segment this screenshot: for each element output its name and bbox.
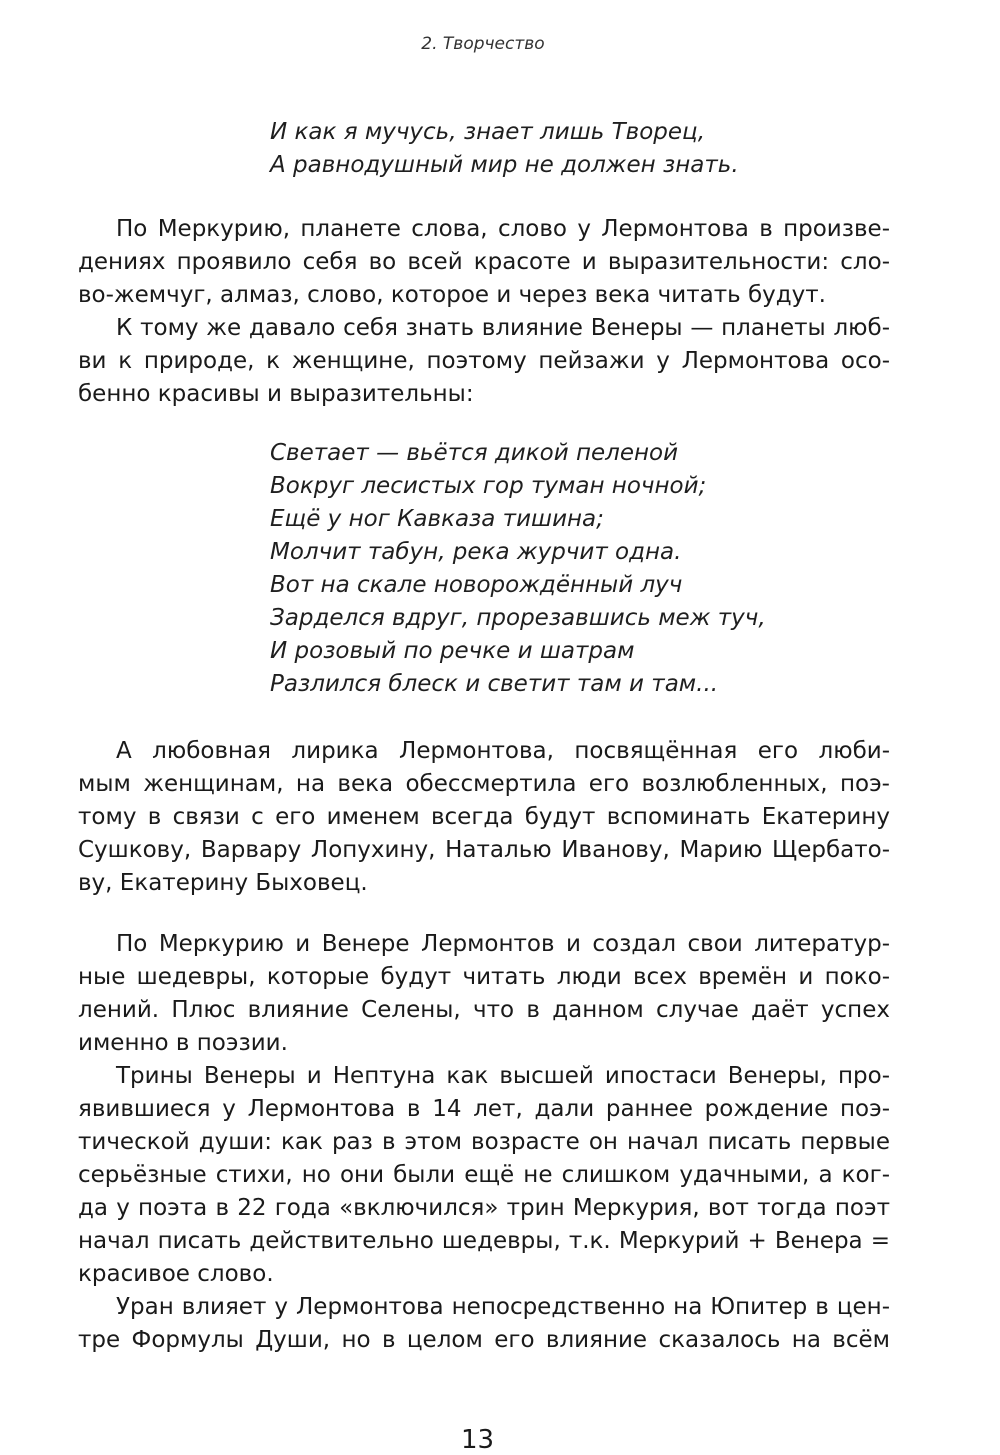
verse-line: Зарделся вдруг, прорезавшись меж туч, <box>270 605 766 631</box>
prose-block-3 <box>78 928 890 1357</box>
verse-line: И розовый по речке и шатрам <box>270 638 635 664</box>
text-line: По Меркурию и Венере Лермонтов и создал свои литератур- <box>116 931 890 957</box>
text-line: По Меркурию, планете слова, слово у Лермонтова в произве- <box>116 216 890 242</box>
running-head: 2. Творчество <box>421 34 545 54</box>
text-line: да у поэта в 22 года «включился» трин Меркурия, вот тогда поэт <box>78 1195 890 1221</box>
text-line: серьёзные стихи, но они были ещё не слишком удачными, а ког- <box>78 1162 890 1188</box>
verse-line: Вокруг лесистых гор туман ночной; <box>270 473 707 499</box>
verse-line: Светает — вьётся дикой пеленой <box>270 440 679 466</box>
text-line: ные шедевры, которые будут читать люди всех времён и поко- <box>78 964 890 990</box>
text-line: тической души: как раз в этом возрасте он начал писать первые <box>78 1129 890 1155</box>
verse-line: Ещё у ног Кавказа тишина; <box>270 506 604 532</box>
text-line: дениях проявило себя во всей красоте и выразительности: сло- <box>78 249 890 275</box>
text-line: Сушкову, Варвару Лопухину, Наталью Иванову, Марию Щербато- <box>78 837 890 863</box>
text-line: К тому же давало себя знать влияние Венеры — планеты люб- <box>116 315 890 341</box>
text-line: мым женщинам, на века обессмертила его возлюбленных, поэ- <box>78 771 890 797</box>
text-line: лений. Плюс влияние Селены, что в данном случае даёт успех <box>78 997 890 1023</box>
prose-block-1 <box>78 213 890 411</box>
page-number: 13 <box>460 1425 495 1455</box>
text-line: тому в связи с его именем всегда будут вспоминать Екатерину <box>78 804 890 830</box>
verse-line: А равнодушный мир не должен знать. <box>270 152 739 178</box>
text-line: А любовная лирика Лермонтова, посвящённая его люби- <box>116 738 890 764</box>
text-line: ву, Екатерину Быховец. <box>78 870 368 896</box>
verse-quote-1 <box>270 116 739 182</box>
text-line: Трины Венеры и Нептуна как высшей ипостаси Венеры, про- <box>116 1063 890 1089</box>
text-line: начал писать действительно шедевры, т.к. Меркурий + Венера = <box>78 1228 890 1254</box>
verse-line: Вот на скале новорождённый луч <box>270 572 683 598</box>
prose-block-2 <box>78 735 890 900</box>
text-line: именно в поэзии. <box>78 1030 288 1056</box>
verse-line: Молчит табун, река журчит одна. <box>270 539 682 565</box>
text-line: во-жемчуг, алмаз, слово, которое и через века читать будут. <box>78 282 826 308</box>
text-line: красивое слово. <box>78 1261 274 1287</box>
text-line: Уран влияет у Лермонтова непосредственно на Юпитер в цен- <box>116 1294 890 1320</box>
text-line: бенно красивы и выразительны: <box>78 381 474 407</box>
verse-line: И как я мучусь, знает лишь Творец, <box>270 119 706 145</box>
text-line: тре Формулы Души, но в целом его влияние сказалось на всём <box>78 1327 890 1353</box>
verse-quote-2 <box>270 437 766 701</box>
verse-line: Разлился блеск и светит там и там... <box>270 671 719 697</box>
text-line: явившиеся у Лермонтова в 14 лет, дали раннее рождение поэ- <box>78 1096 890 1122</box>
text-line: ви к природе, к женщине, поэтому пейзажи у Лермонтова осо- <box>78 348 890 374</box>
